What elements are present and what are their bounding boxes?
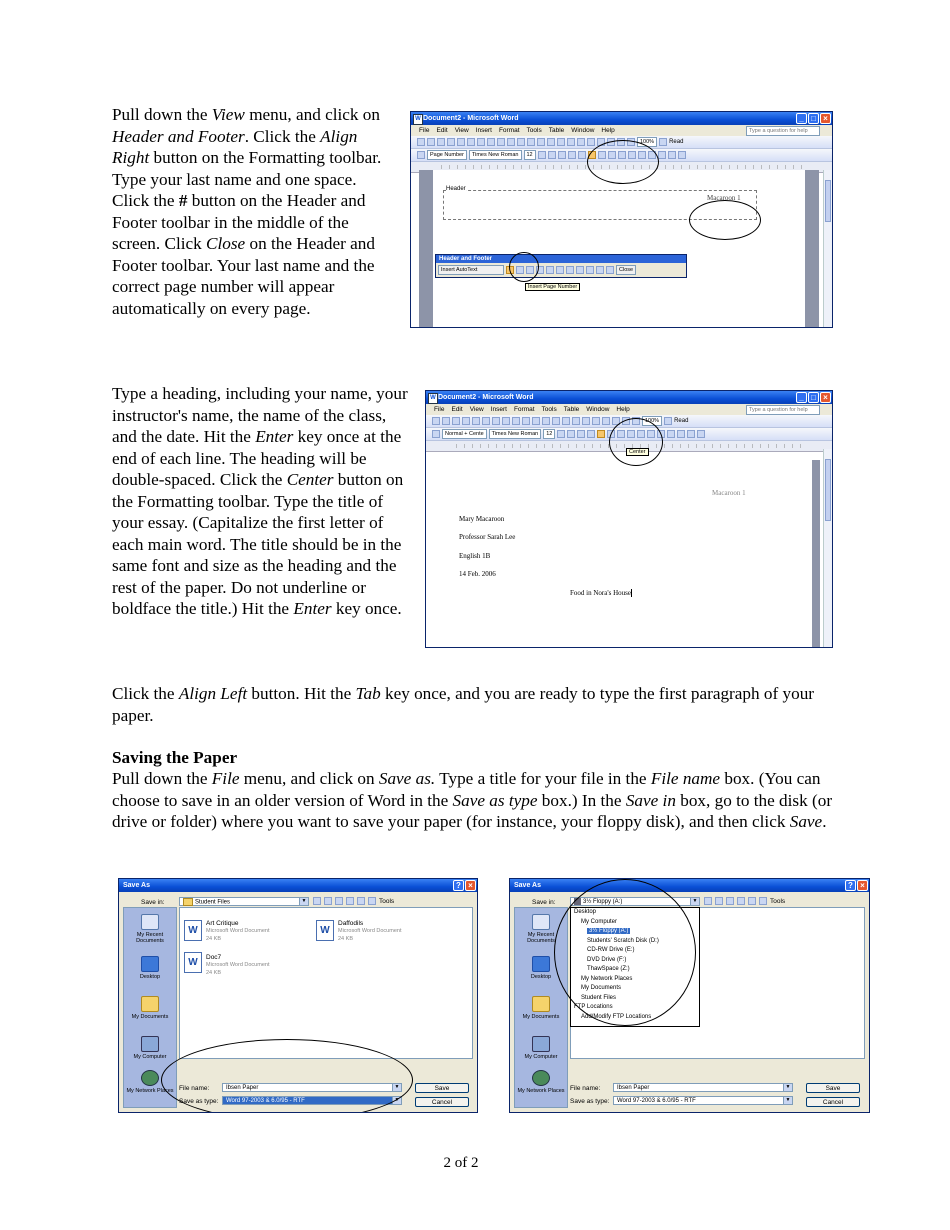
menu-help[interactable]: Help (601, 127, 615, 134)
menu-edit[interactable]: Edit (436, 127, 448, 134)
cut-icon[interactable] (512, 417, 520, 425)
place-recent[interactable]: My Recent Documents (124, 914, 176, 944)
menu-file[interactable]: File (434, 406, 445, 413)
help-icon[interactable] (659, 138, 667, 146)
save-as-dialog-filename (118, 878, 478, 1113)
save-in-select[interactable]: 3½ Floppy (A:) ▼ (570, 897, 700, 906)
menu-tools[interactable]: Tools (541, 406, 557, 413)
up-folder-icon[interactable] (324, 897, 332, 905)
window-title: Document2 - Microsoft Word (423, 115, 519, 122)
section-heading: Saving the Paper (112, 748, 238, 767)
views-icon[interactable] (759, 897, 767, 905)
bold-icon[interactable] (557, 430, 565, 438)
insert-time-icon[interactable] (546, 266, 554, 274)
align-center-icon[interactable] (597, 430, 605, 438)
location-ftp[interactable]: FTP Locations (574, 1004, 613, 1010)
location-desktop[interactable]: Desktop (574, 909, 597, 915)
save-in-label: Save in: (532, 899, 556, 906)
location-thawspace[interactable]: ThawSpace (Z:) (587, 966, 630, 972)
word-window-header-footer (410, 111, 833, 328)
size-select[interactable]: 12 (543, 429, 555, 439)
menu-help[interactable]: Help (616, 406, 630, 413)
heading-line-date: 14 Feb. 2006 (459, 570, 496, 578)
heading-line-instructor: Professor Sarah Lee (459, 533, 516, 541)
chevron-down-icon: ▼ (392, 1097, 401, 1104)
new-icon[interactable] (417, 138, 425, 146)
location-scratch-disk[interactable]: Students' Scratch Disk (D:) (587, 937, 659, 944)
location-floppy[interactable]: 3½ Floppy (A:) (589, 928, 629, 934)
minimize-icon[interactable]: _ (796, 113, 807, 124)
callout-circle-align-right (587, 140, 659, 184)
open-icon[interactable] (442, 417, 450, 425)
heading-line-class: English 1B (459, 552, 491, 560)
font-color-icon[interactable] (697, 430, 705, 438)
save-button[interactable]: Save (415, 1083, 469, 1093)
zoom-select[interactable]: 100% (642, 416, 662, 426)
document-area (419, 170, 819, 327)
spelling-icon[interactable] (492, 417, 500, 425)
place-my-computer[interactable]: My Computer (515, 1036, 567, 1060)
menu-format[interactable]: Format (498, 127, 520, 134)
paste-icon[interactable] (532, 417, 540, 425)
increase-indent-icon[interactable] (667, 430, 675, 438)
views-icon[interactable] (368, 897, 376, 905)
hf-close-button[interactable]: Close (616, 265, 636, 275)
file-name-label: File name: (570, 1085, 601, 1092)
switch-header-footer-icon[interactable] (586, 266, 594, 274)
menu-bar (411, 125, 832, 136)
cancel-button[interactable]: Cancel (415, 1097, 469, 1107)
ask-question-input[interactable]: Type a question for help (746, 126, 820, 136)
help-icon[interactable]: ? (845, 880, 856, 891)
menu-bar (426, 404, 832, 415)
insert-table-icon[interactable] (592, 417, 600, 425)
delete-icon[interactable] (346, 897, 354, 905)
save-in-select[interactable]: Student Files ▼ (179, 897, 309, 906)
menu-window[interactable]: Window (586, 406, 610, 413)
insert-autotext-button[interactable]: Insert AutoText (438, 265, 504, 275)
maximize-icon[interactable]: □ (808, 392, 819, 403)
close-icon[interactable]: × (857, 880, 868, 891)
excel-icon[interactable] (602, 417, 610, 425)
font-select[interactable]: Times New Roman (469, 150, 522, 160)
instruction-header-footer: Pull down the View menu, and click on Header and Footer. Click the Align Right button on the Formatting toolbar. Type your last name and one space. Click the # button on the Header and Footer toolbar in the middle of the screen. Click Close on the Header and Footer toolbar. Your last name and the correct page number will appear automatically on every page. (112, 105, 382, 318)
permission-icon[interactable] (447, 138, 455, 146)
hf-toolbar-title: Header and Footer (436, 255, 686, 263)
save-as-type-label: Save as type: (179, 1098, 219, 1105)
new-icon[interactable] (432, 417, 440, 425)
menu-view[interactable]: View (469, 406, 484, 413)
callout-circle-center (609, 418, 663, 466)
title-bar (426, 391, 832, 404)
print-icon[interactable] (472, 417, 480, 425)
dialog-title: Save As (514, 882, 541, 889)
align-center-icon[interactable] (578, 151, 586, 159)
callout-circle-save-in (554, 879, 696, 1026)
highlight-icon[interactable] (668, 151, 676, 159)
file-name-input[interactable]: Ibsen Paper ▼ (613, 1083, 793, 1092)
title-bar (411, 112, 832, 125)
file-list: W Art Critique Microsoft Word Document 24 KB W Daffodils Microsoft Word Document 24 KB W Doc7 Microsoft Word Document 24 KB (179, 907, 473, 1059)
show-next-icon[interactable] (606, 266, 614, 274)
location-cd-rw[interactable]: CD-RW Drive (E:) (587, 947, 635, 953)
location-student-files[interactable]: Student Files (581, 994, 617, 1001)
menu-insert[interactable]: Insert (490, 406, 507, 413)
place-my-documents[interactable]: My Documents (515, 996, 567, 1020)
tooltip: Insert Page Number (525, 283, 580, 291)
location-my-documents[interactable]: My Documents (581, 985, 622, 991)
new-folder-icon[interactable] (357, 897, 365, 905)
search-web-icon[interactable] (335, 897, 343, 905)
place-recent[interactable]: My Recent Documents (515, 914, 567, 944)
search-web-icon[interactable] (726, 897, 734, 905)
paste-icon[interactable] (517, 138, 525, 146)
menu-format[interactable]: Format (513, 406, 535, 413)
undo-icon[interactable] (537, 138, 545, 146)
save-as-type-select[interactable]: Word 97-2003 & 6.0/95 - RTF ▼ (222, 1096, 402, 1105)
heading-line-name: Mary Macaroon (459, 515, 505, 523)
help-icon[interactable] (664, 417, 672, 425)
close-icon[interactable]: × (820, 113, 831, 124)
chevron-down-icon: ▼ (783, 1084, 792, 1091)
cancel-button[interactable]: Cancel (806, 1097, 860, 1107)
file-name-label: File name: (179, 1085, 210, 1092)
style-select[interactable]: Normal + Cente (442, 429, 487, 439)
callout-circle-page-number (509, 252, 539, 282)
size-select[interactable]: 12 (524, 150, 536, 160)
align-left-icon[interactable] (587, 430, 595, 438)
save-as-dialog-save-in (509, 878, 870, 1113)
callout-circle-header-text (689, 200, 761, 240)
save-icon[interactable] (452, 417, 460, 425)
instruction-align-left: Click the Align Left button. Hit the Tab key once, and you are ready to type the first paragraph of your paper. (112, 684, 815, 725)
menu-file[interactable]: File (419, 127, 430, 134)
new-folder-icon[interactable] (748, 897, 756, 905)
page-setup-icon[interactable] (556, 266, 564, 274)
vertical-scrollbar[interactable] (823, 449, 832, 647)
border-icon[interactable] (658, 151, 666, 159)
place-network[interactable]: My Network Places (124, 1070, 176, 1094)
word-app-icon: W (413, 114, 423, 125)
save-as-type-label: Save as type: (570, 1098, 610, 1105)
location-my-computer[interactable]: My Computer (581, 918, 618, 925)
back-icon[interactable] (313, 897, 321, 905)
file-name-input[interactable]: Ibsen Paper ▼ (222, 1083, 402, 1092)
header-footer-toolbar (435, 254, 687, 278)
vertical-scrollbar[interactable] (823, 170, 832, 327)
style-select[interactable]: Page Number (427, 150, 467, 160)
save-as-type-select[interactable]: Word 97-2003 & 6.0/95 - RTF ▼ (613, 1096, 793, 1105)
window-title: Document2 - Microsoft Word (438, 394, 534, 401)
document-page (433, 170, 805, 327)
place-my-documents[interactable]: My Documents (124, 996, 176, 1020)
page-number: 2 of 2 (443, 1155, 479, 1171)
essay-title: Food in Nora's House (570, 589, 631, 597)
print-preview-icon[interactable] (482, 417, 490, 425)
save-in-label: Save in: (141, 899, 165, 906)
chevron-down-icon: ▼ (783, 1097, 792, 1104)
hyperlink-icon[interactable] (557, 138, 565, 146)
border-icon[interactable] (677, 430, 685, 438)
dialog-title-bar (510, 879, 869, 892)
dialog-title-bar (119, 879, 477, 892)
chevron-down-icon: ▼ (392, 1084, 401, 1091)
instruction-save: Pull down the File menu, and click on Save as. Type a title for your file in the File name box. (You can choose to save in an older version of Word in the Save as type box.) In the Save in box, go to the disk (or drive or folder) where you want to save your paper (for instance, your floppy disk), and then click Save. (112, 769, 833, 831)
chevron-down-icon: ▼ (690, 898, 699, 905)
highlight-icon[interactable] (687, 430, 695, 438)
document-page (434, 460, 812, 647)
read-button[interactable]: Read (674, 418, 689, 424)
spelling-icon[interactable] (477, 138, 485, 146)
word-document-icon: W (184, 920, 202, 941)
excel-icon[interactable] (587, 138, 595, 146)
chevron-down-icon: ▼ (299, 898, 308, 905)
menu-insert[interactable]: Insert (475, 127, 492, 134)
help-icon[interactable]: ? (453, 880, 464, 891)
insert-table-icon[interactable] (577, 138, 585, 146)
word-window-heading (425, 390, 833, 648)
menu-table[interactable]: Table (563, 406, 580, 413)
redo-icon[interactable] (562, 417, 570, 425)
header-text: Macaroon 1 (712, 489, 746, 497)
show-previous-icon[interactable] (596, 266, 604, 274)
menu-edit[interactable]: Edit (451, 406, 463, 413)
dialog-title: Save As (123, 882, 150, 889)
save-button[interactable]: Save (806, 1083, 860, 1093)
research-icon[interactable] (487, 138, 495, 146)
word-document-icon: W (316, 920, 334, 941)
italic-icon[interactable] (548, 151, 556, 159)
location-add-ftp[interactable]: Add/Modify FTP Locations (581, 1013, 652, 1020)
place-my-computer[interactable]: My Computer (124, 1036, 176, 1060)
tools-menu[interactable]: Tools (770, 897, 786, 905)
read-button[interactable]: Read (669, 139, 684, 145)
copy-icon[interactable] (522, 417, 530, 425)
location-network-places[interactable]: My Network Places (581, 975, 633, 982)
permission-icon[interactable] (462, 417, 470, 425)
italic-icon[interactable] (567, 430, 575, 438)
font-color-icon[interactable] (678, 151, 686, 159)
place-desktop[interactable]: Desktop (124, 956, 176, 980)
place-network[interactable]: My Network Places (515, 1070, 567, 1094)
open-icon[interactable] (427, 138, 435, 146)
menu-window[interactable]: Window (571, 127, 595, 134)
bold-icon[interactable] (538, 151, 546, 159)
zoom-select[interactable]: 100% (637, 137, 657, 147)
underline-icon[interactable] (558, 151, 566, 159)
close-icon[interactable]: × (465, 880, 476, 891)
research-icon[interactable] (502, 417, 510, 425)
tools-menu[interactable]: Tools (379, 897, 395, 905)
font-select[interactable]: Times New Roman (489, 429, 542, 439)
menu-table[interactable]: Table (548, 127, 565, 134)
show-hide-text-icon[interactable] (566, 266, 574, 274)
styles-icon[interactable] (417, 151, 425, 159)
tables-icon[interactable] (567, 138, 575, 146)
ask-question-input[interactable]: Type a question for help (746, 405, 820, 415)
document-area (434, 460, 820, 647)
print-icon[interactable] (457, 138, 465, 146)
format-painter-icon[interactable] (527, 138, 535, 146)
instruction-heading: Type a heading, including your name, your instructor's name, the name of the class, and the date. Hit the Enter key once at the end of each line. The heading will be double-spaced. Click the Center button on the Formatting toolbar. Type the title of your essay. (Capitalize the first letter of each main word. The title should be in the same font and size as the heading and the rest of the paper. Do not underline or boldface the title.) Hit the Enter key once. (112, 384, 408, 618)
print-preview-icon[interactable] (467, 138, 475, 146)
format-painter-icon[interactable] (542, 417, 550, 425)
minimize-icon[interactable]: _ (796, 392, 807, 403)
undo-icon[interactable] (552, 417, 560, 425)
close-icon[interactable]: × (820, 392, 831, 403)
place-desktop[interactable]: Desktop (515, 956, 567, 980)
header-label: Header (446, 186, 466, 192)
delete-icon[interactable] (737, 897, 745, 905)
tooltip: Center (626, 448, 649, 456)
menu-tools[interactable]: Tools (526, 127, 542, 134)
word-app-icon: W (428, 393, 438, 404)
back-icon[interactable] (704, 897, 712, 905)
styles-icon[interactable] (432, 430, 440, 438)
callout-circle-file-name (161, 1039, 413, 1113)
hyperlink-icon[interactable] (572, 417, 580, 425)
align-left-icon[interactable] (568, 151, 576, 159)
same-as-previous-icon[interactable] (576, 266, 584, 274)
word-document-icon: W (184, 952, 202, 973)
cut-icon[interactable] (497, 138, 505, 146)
folder-icon (183, 898, 193, 906)
underline-icon[interactable] (577, 430, 585, 438)
location-dvd[interactable]: DVD Drive (F:) (587, 956, 627, 963)
header-text: Macaroon 1 (707, 194, 741, 202)
maximize-icon[interactable]: □ (808, 113, 819, 124)
save-icon[interactable] (437, 138, 445, 146)
tables-icon[interactable] (582, 417, 590, 425)
up-folder-icon[interactable] (715, 897, 723, 905)
redo-icon[interactable] (547, 138, 555, 146)
copy-icon[interactable] (507, 138, 515, 146)
menu-view[interactable]: View (454, 127, 469, 134)
